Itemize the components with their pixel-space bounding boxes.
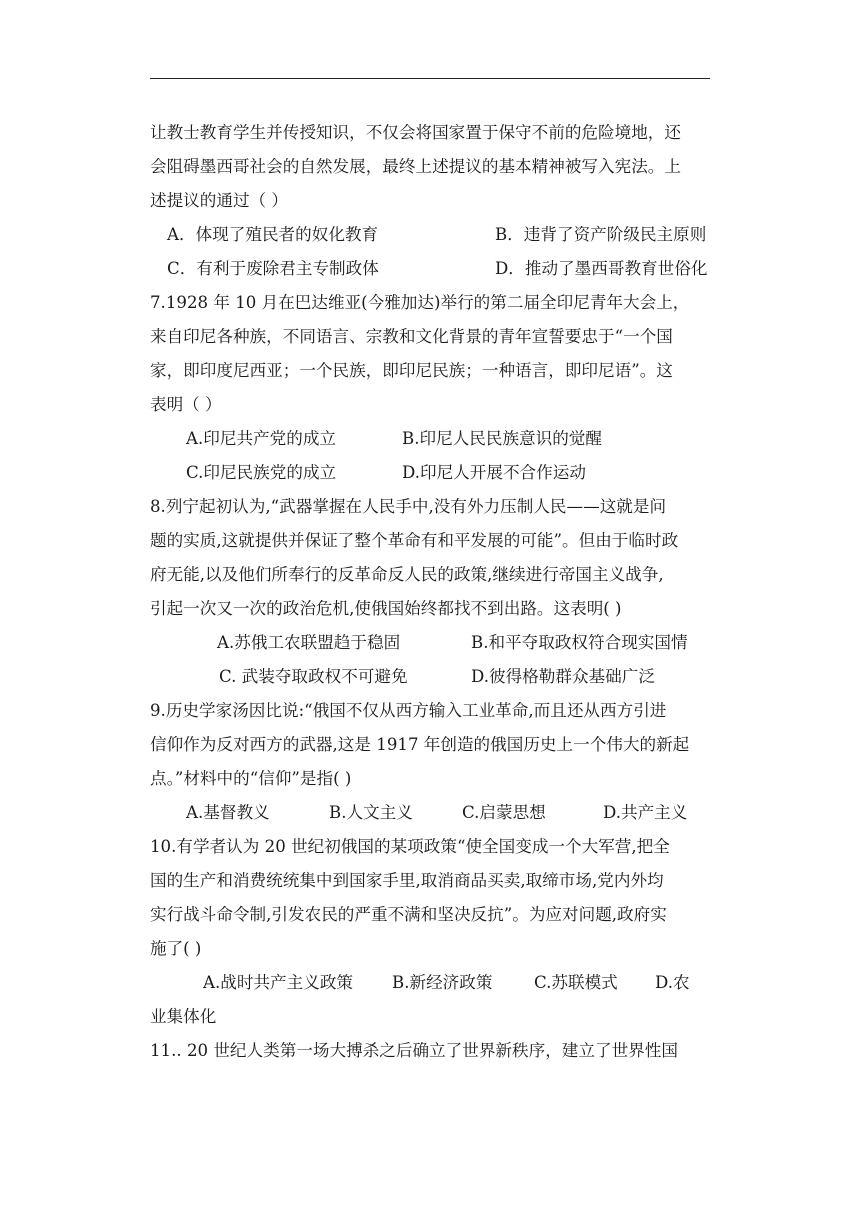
q10-text-line-3: 实行战斗命令制,引发农民的严重不满和坚决反抗”。为应对问题,政府实 xyxy=(150,905,667,924)
q11-text-line-1: 11.. 20 世纪人类第一场大搏杀之后确立了世界新秩序，建立了世界性国 xyxy=(150,1041,678,1060)
q8-text-line-1: 8.列宁起初认为,“武器掌握在人民手中,没有外力压制人民——这就是问 xyxy=(150,497,667,516)
q10-option-d-wrap: 业集体化 xyxy=(150,1007,217,1026)
q10-option-d: D.农 xyxy=(655,973,690,992)
q7-option-b: B.印尼人民民族意识的觉醒 xyxy=(402,429,602,448)
q9-option-d: D.共产主义 xyxy=(603,803,688,822)
q9-text-line-2: 信仰作为反对西方的武器,这是 1917 年创造的俄国历史上一个伟大的新起 xyxy=(150,735,690,754)
q10-text-line-2: 国的生产和消费统统集中到国家手里,取消商品买卖,取缔市场,党内外均 xyxy=(150,871,664,890)
q8-text-line-4: 引起一次又一次的政治危机,使俄国始终都找不到出路。这表明( ) xyxy=(150,599,622,618)
q10-text-line-4: 施了( ) xyxy=(150,939,202,958)
q9-option-b: B.人文主义 xyxy=(329,803,413,822)
q6-option-b: B．违背了资产阶级民主原则 xyxy=(495,225,707,244)
q10-option-b: B.新经济政策 xyxy=(392,973,493,992)
q7-option-c: C.印尼民族党的成立 xyxy=(186,463,337,482)
q6-option-c: C．有利于废除君主专制政体 xyxy=(167,259,379,278)
q6-option-d: D．推动了墨西哥教育世俗化 xyxy=(495,259,708,278)
q6-text-line-3: 述提议的通过（ ） xyxy=(150,191,289,210)
q8-option-c: C. 武装夺取政权不可避免 xyxy=(219,667,408,686)
q10-option-a: A.战时共产主义政策 xyxy=(203,973,354,992)
q8-option-d: D.彼得格勒群众基础广泛 xyxy=(471,667,655,686)
q9-text-line-1: 9.历史学家汤因比说:“俄国不仅从西方输入工业革命,而且还从西方引进 xyxy=(150,701,667,720)
q9-option-a: A.基督教义 xyxy=(186,803,270,822)
q7-option-a: A.印尼共产党的成立 xyxy=(186,429,337,448)
header-rule xyxy=(150,78,710,79)
q6-option-a: A．体现了殖民者的奴化教育 xyxy=(167,225,379,244)
q9-text-line-3: 点。”材料中的“信仰”是指( ) xyxy=(150,769,352,788)
q10-text-line-1: 10.有学者认为 20 世纪初俄国的某项政策“使全国变成一个大军营,把全 xyxy=(150,837,670,856)
q7-text-line-2: 来自印尼各种族，不同语言、宗教和文化背景的青年宣誓要忠于“一个国 xyxy=(150,327,673,346)
q7-option-d: D.印尼人开展不合作运动 xyxy=(402,463,586,482)
q7-text-line-4: 表明（ ） xyxy=(150,395,222,414)
q8-text-line-2: 题的实质,这就提供并保证了整个革命有和平发展的可能”。但由于临时政 xyxy=(150,531,679,550)
q9-option-c: C.启蒙思想 xyxy=(462,803,546,822)
q8-option-b: B.和平夺取政权符合现实国情 xyxy=(471,633,688,652)
q6-text-line-1: 让教士教育学生并传授知识，不仅会将国家置于保守不前的危险境地，还 xyxy=(150,123,681,142)
q7-text-line-1: 7.1928 年 10 月在巴达维亚(今雅加达)举行的第二届全印尼青年大会上， xyxy=(150,293,690,312)
q10-option-c: C.苏联模式 xyxy=(534,973,618,992)
q6-text-line-2: 会阻碍墨西哥社会的自然发展，最终上述提议的基本精神被写入宪法。上 xyxy=(150,157,681,176)
q7-text-line-3: 家，即印度尼西亚；一个民族，即印尼民族；一种语言，即印尼语”。这 xyxy=(150,361,673,380)
q8-text-line-3: 府无能,以及他们所奉行的反革命反人民的政策,继续进行帝国主义战争, xyxy=(150,565,664,584)
q8-option-a: A.苏俄工农联盟趋于稳固 xyxy=(217,633,401,652)
